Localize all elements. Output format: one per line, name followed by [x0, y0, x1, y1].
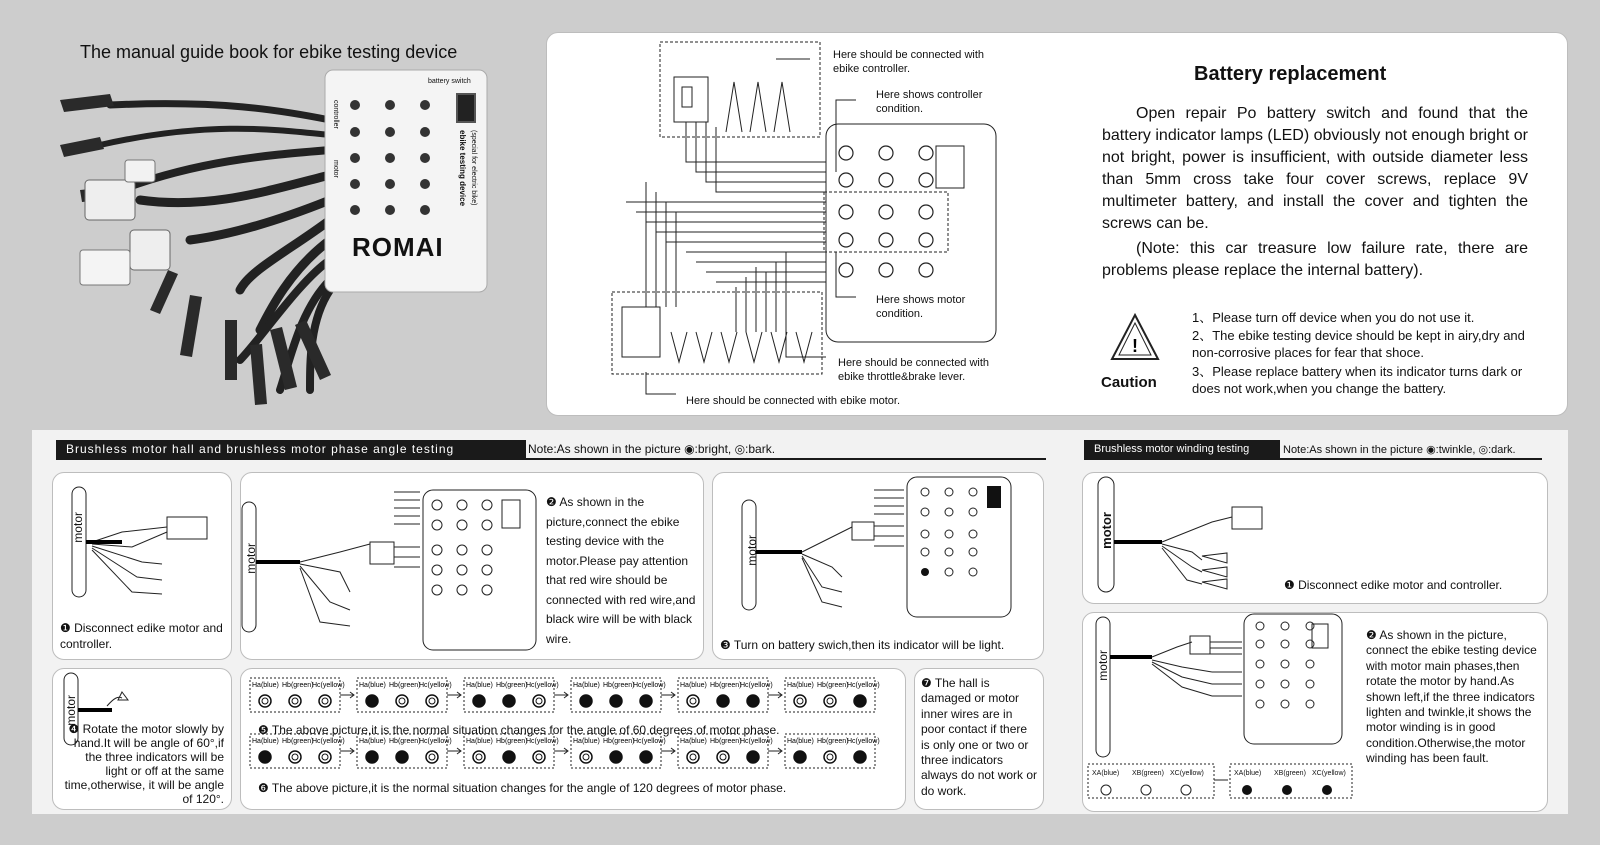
- led-label: Hc(yellow): [419, 682, 452, 689]
- led-bright: [366, 751, 378, 763]
- sequence-arrow: [768, 748, 782, 754]
- svg-text:!: !: [1132, 336, 1138, 356]
- led-label: Hb(green): [496, 738, 528, 745]
- sequence-arrow: [661, 748, 675, 754]
- winding-step2-motor-label: motor: [1096, 650, 1110, 681]
- callout-throttle: Here should be connected with ebike throttle&brake lever.: [838, 357, 990, 383]
- led-dark: [289, 695, 301, 707]
- led-dark: [824, 695, 836, 707]
- sequence-arrow: [554, 748, 568, 754]
- led-bright: [610, 695, 622, 707]
- led-label: Hb(green): [282, 682, 314, 689]
- callout-controller: Here should be connected with ebike controller.: [833, 49, 985, 75]
- led-bright: [473, 695, 485, 707]
- led-dark: [580, 751, 592, 763]
- led-bright: [747, 695, 759, 707]
- led-bright: [854, 751, 866, 763]
- led-label: Ha(blue): [680, 738, 707, 745]
- caution-item-3: 3、Please replace battery when its indicator turns dark or does not work,when you change the battery.: [1192, 364, 1523, 396]
- sequence-arrow: [447, 692, 461, 698]
- hall-step2-text: ❷ As shown in the picture,connect the ebike testing device with the motor.Please pay attention that red wire should be connected with red wire,and black wire will be with black wire.: [546, 495, 696, 646]
- led-label: Hb(green): [389, 682, 421, 689]
- led-dark: [533, 695, 545, 707]
- led-label: Hb(green): [710, 738, 742, 745]
- led-label: Hb(green): [817, 682, 849, 689]
- led-dark: [319, 695, 331, 707]
- hall-step2-motor-label: motor: [244, 543, 258, 574]
- caution-item-1: 1、Please turn off device when you do not use it.: [1192, 310, 1475, 325]
- led-label: Hb(green): [389, 738, 421, 745]
- sequence-arrow: [554, 692, 568, 698]
- led-dark: [717, 751, 729, 763]
- led-dark: [289, 751, 301, 763]
- hall-step1-motor-label: motor: [71, 512, 85, 543]
- caution-item-2: 2、The ebike testing device should be kept in airy,dry and non-corrosive places for fear that shoce.: [1192, 328, 1525, 360]
- device-special-label: (special for electric bike): [470, 130, 477, 206]
- callout-motor-condition: Here shows motor condition.: [876, 294, 966, 320]
- hall-step3-diagram: [712, 472, 1042, 632]
- hall-step6-text: ❻ The above picture,it is the normal situation changes for the angle of 120 degrees of motor phase.: [258, 781, 787, 795]
- device-switch: [456, 93, 476, 123]
- hall-step7-text: ❼ The hall is damaged or motor inner wires are in poor contact if there is only one or two or three indicators always do not work or do work.: [921, 676, 1038, 798]
- caution-label: Caution: [1101, 374, 1157, 391]
- led-label: Hc(yellow): [312, 738, 345, 745]
- led-bright: [854, 695, 866, 707]
- led-dark: [396, 695, 408, 707]
- led-label: Hc(yellow): [312, 682, 345, 689]
- battery-paragraph-1: Open repair Po battery switch and found that the battery indicator lamps (LED) obviously not enough bright or not bright, power is insufficient, with outside diameter less than 5mm cross take four cover screws, replace 9V multimeter battery, and install the cover and tighten the screws can be.: [1102, 105, 1528, 232]
- led-label: Ha(blue): [573, 682, 600, 689]
- led-label: Ha(blue): [680, 682, 707, 689]
- hall-step1-text: ❶ Disconnect edike motor and controller.: [60, 621, 223, 651]
- led-bright: [396, 751, 408, 763]
- winding-step1-text: ❶ Disconnect edike motor and controller.: [1284, 578, 1503, 592]
- led-dark: [824, 751, 836, 763]
- led-label: Ha(blue): [573, 738, 600, 745]
- led-label: Hc(yellow): [633, 682, 666, 689]
- led-label: Hc(yellow): [847, 682, 880, 689]
- led-bright: [259, 751, 271, 763]
- led-dark: [687, 751, 699, 763]
- sequence-arrow: [768, 692, 782, 698]
- hall-step3-text: ❸ Turn on battery swich,then its indicator will be light.: [720, 638, 1005, 652]
- sequence-arrow: [340, 748, 354, 754]
- hall-step4-text: ❹ Rotate the motor slowly by hand.It will be angle of 60°,if the three indicators will be light or off at the same time,otherwise, it will be angle of 120°.: [64, 722, 224, 806]
- svg-text:XA(blue): XA(blue): [1234, 770, 1262, 777]
- led-label: Hc(yellow): [526, 682, 559, 689]
- led-label: Hb(green): [603, 738, 635, 745]
- hall-section-note: Note:As shown in the picture ◉:bright, ◎:bark.: [528, 442, 776, 456]
- device-motor-label: motor: [332, 160, 339, 178]
- led-dark: [687, 695, 699, 707]
- winding-step2-diagram: [1082, 612, 1362, 810]
- winding-step1-motor-label: motor: [1099, 512, 1114, 549]
- led-label: Hb(green): [710, 682, 742, 689]
- led-label: Ha(blue): [787, 682, 814, 689]
- led-label: Ha(blue): [359, 738, 386, 745]
- led-label: Ha(blue): [252, 738, 279, 745]
- led-label: Hb(green): [282, 738, 314, 745]
- manual-title: The manual guide book for ebike testing device: [80, 42, 458, 62]
- led-bright: [640, 695, 652, 707]
- led-label: Hc(yellow): [740, 682, 773, 689]
- led-bright: [640, 751, 652, 763]
- led-bright: [794, 751, 806, 763]
- battery-paragraph-2: (Note: this car treasure low failure rate, there are problems please replace the internal battery).: [1102, 240, 1528, 279]
- led-label: Ha(blue): [787, 738, 814, 745]
- led-dark: [473, 751, 485, 763]
- led-label: Hc(yellow): [419, 738, 452, 745]
- hall-step4-motor-label: motor: [64, 695, 78, 726]
- led-bright: [580, 695, 592, 707]
- hall-step2-diagram: [240, 472, 540, 658]
- winding-section-note: Note:As shown in the picture ◉:twinkle, ◎:dark.: [1283, 444, 1516, 456]
- svg-text:XA(blue): XA(blue): [1092, 770, 1120, 777]
- led-bright: [747, 751, 759, 763]
- led-label: Hc(yellow): [526, 738, 559, 745]
- led-label: Hb(green): [817, 738, 849, 745]
- winding-section-bar: Brushless motor winding testing: [1084, 440, 1280, 458]
- led-bright: [503, 695, 515, 707]
- device-brand: ROMAI: [352, 232, 444, 262]
- led-bright: [366, 695, 378, 707]
- hall-section-bar: Brushless motor hall and brushless motor phase angle testing: [56, 440, 526, 458]
- led-label: Ha(blue): [359, 682, 386, 689]
- callout-motor: Here should be connected with ebike motor.: [686, 395, 901, 407]
- led-bright: [610, 751, 622, 763]
- led-dark: [319, 751, 331, 763]
- winding-section-rule: [1084, 458, 1542, 460]
- led-label: Hb(green): [496, 682, 528, 689]
- led-label: Ha(blue): [252, 682, 279, 689]
- device-battery-switch-label: battery switch: [428, 78, 471, 85]
- hall-section-rule: [56, 458, 1046, 460]
- device-led-grid: [340, 90, 450, 220]
- led-label: Hb(green): [603, 682, 635, 689]
- led-dark: [259, 695, 271, 707]
- device-name-label: ebike testing device: [458, 130, 467, 207]
- led-label: Hc(yellow): [633, 738, 666, 745]
- led-bright: [503, 751, 515, 763]
- callout-controller-condition: Here shows controller condition.: [876, 89, 983, 115]
- svg-text:XB(green): XB(green): [1274, 770, 1306, 777]
- led-dark: [533, 751, 545, 763]
- led-label: Hc(yellow): [740, 738, 773, 745]
- sequence-arrow: [340, 692, 354, 698]
- led-dark: [426, 695, 438, 707]
- caution-warning-icon: [1110, 312, 1160, 362]
- svg-text:XB(green): XB(green): [1132, 770, 1164, 777]
- led-label: Ha(blue): [466, 738, 493, 745]
- led-label: Ha(blue): [466, 682, 493, 689]
- winding-step2-text: ❷ As shown in the picture, connect the ebike testing device with motor main phases,then rotate the motor by hand.As shown left,if the three indicators lighten and twinkle,it shows the motor winding is in good condition.Otherwise,the motor winding has been fault.: [1366, 628, 1537, 766]
- led-label: Hc(yellow): [847, 738, 880, 745]
- sequence-arrow: [447, 748, 461, 754]
- led-dark: [426, 751, 438, 763]
- hall-step3-motor-label: motor: [745, 535, 759, 566]
- led-dark: [794, 695, 806, 707]
- sequence-arrow: [661, 692, 675, 698]
- svg-text:XC(yellow): XC(yellow): [1170, 770, 1204, 777]
- device-controller-label: controller: [332, 100, 339, 129]
- led-bright: [717, 695, 729, 707]
- svg-text:XC(yellow): XC(yellow): [1312, 770, 1346, 777]
- battery-heading: Battery replacement: [1194, 63, 1387, 85]
- hall-step5-text: ❺ The above picture,it is the normal situation changes for the angle of 60 degrees of motor phase.: [258, 723, 780, 737]
